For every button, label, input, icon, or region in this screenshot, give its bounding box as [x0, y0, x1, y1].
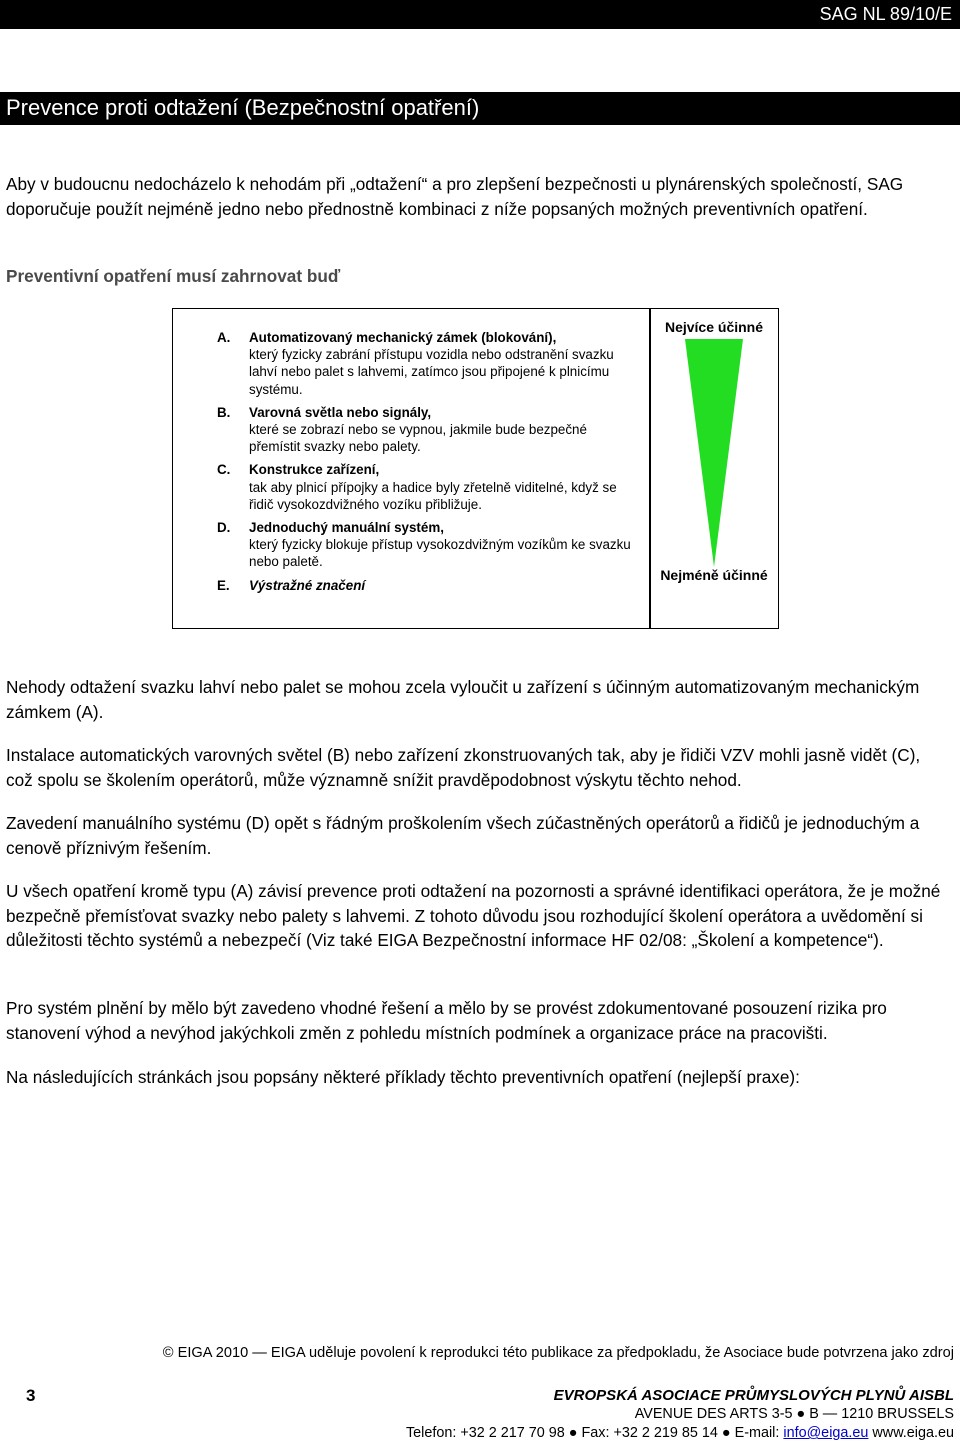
measure-title: Automatizovaný mechanický zámek (blokování),: [249, 330, 557, 345]
measure-key: B.: [217, 404, 231, 420]
measures-table: [172, 308, 779, 629]
measure-description: který fyzicky zabrání přístupu vozidla nebo odstranění svazku lahví nebo palet s lahvemi, zatímco jsou připojené k plnicímu systému.: [249, 347, 614, 397]
body-paragraph: Zavedení manuálního systému (D) opět s řádným proškolením všech zúčastněných operátorů a řidičů je jednoduchým a cenově příznivým řešením.: [6, 813, 920, 858]
body-paragraph: Nehody odtažení svazku lahví nebo palet se mohou zcela vyloučit u zařízení s účinným automatizovaným mechanickým zámkem (A).: [6, 677, 920, 722]
copyright-notice: © EIGA 2010 — EIGA uděluje povolení k reprodukci této publikace za předpokladu, že Asociace bude potvrzena jako zdroj: [162, 1345, 954, 1361]
body-paragraph: Instalace automatických varovných světel (B) nebo zařízení zkonstruovaných tak, aby je řidiči VZV mohli jasně vidět (C), což spolu se školením operátorů, může významně snížit pravděpodobnost výskytu těchto nehod.: [6, 745, 921, 790]
measure-item-b: [217, 404, 637, 456]
measure-key: C.: [217, 462, 231, 478]
body-paragraph: Na následujících stránkách jsou popsány některé příklady těchto preventivních opatření (nejlepší praxe):: [6, 1067, 800, 1087]
measures-list: [217, 329, 637, 600]
most-effective-label: Nejvíce účinné: [664, 319, 764, 335]
measure-description: tak aby plnicí přípojky a hadice byly zřetelně viditelné, když se řidič vysokozdvižného vozíku přibližuje.: [249, 479, 617, 512]
measure-item-e: [217, 577, 637, 594]
page-number: 3: [26, 1386, 36, 1405]
body-paragraph: U všech opatření kromě typu (A) závisí prevence proti odtažení na pozornosti a správné identifikaci operátora, že je možné bezpečně přemísťovat svazky nebo palety s lahvemi. Z tohoto důvodu jsou rozhodující školení operátora a uvědomění si důležitosti těchto systémů a nebezpečí (Viz také EIGA Bezpečnostní informace HF 02/08: „Školení a kompetence“).: [6, 881, 941, 950]
section-title-bar: [0, 92, 960, 125]
measure-item-c: [217, 461, 637, 513]
measure-item-a: [217, 329, 637, 398]
measure-key: E.: [217, 577, 230, 593]
effectiveness-wedge: [685, 339, 743, 567]
measure-title: Konstrukce zařízení,: [249, 462, 380, 478]
least-effective-label: Nejméně účinné: [660, 567, 768, 583]
measure-key: D.: [217, 520, 231, 536]
measure-item-d: [217, 519, 637, 571]
measure-title: Výstražné značení: [249, 577, 366, 593]
email-link[interactable]: info@eiga.eu: [783, 1425, 869, 1441]
contact-phone-fax: Telefon: +32 2 217 70 98 ● Fax: +32 2 219 85 14 ● E-mail:: [405, 1425, 780, 1441]
measure-description: které se zobrazí nebo se vypnou, jakmile bude bezpečné přemístit svazky nebo palety.: [249, 422, 587, 455]
website-link[interactable]: www.eiga.eu: [872, 1425, 954, 1441]
section-title: Prevence proti odtažení (Bezpečnostní opatření): [6, 95, 480, 120]
measure-title: Varovná světla nebo signály,: [249, 404, 432, 420]
subheading: Preventivní opatření musí zahrnovat buď: [6, 266, 341, 286]
measure-description: který fyzicky blokuje přístup vysokozdvižným vozíkům ke svazku nebo paletě.: [249, 537, 631, 570]
intro-paragraph: Aby v budoucnu nedocházelo k nehodám při „odtažení“ a pro zlepšení bezpečnosti u plynárenských společností, SAG doporučuje použít nejméně jedno nebo přednostně kombinaci z níže popsaných možných preventivních opatření.: [6, 174, 904, 219]
measure-title: Jednoduchý manuální systém,: [249, 520, 444, 536]
header-bar: [0, 0, 960, 29]
organization-name: EVROPSKÁ ASOCIACE PRŮMYSLOVÝCH PLYNŮ AISBL: [553, 1387, 954, 1404]
measure-key: A.: [217, 330, 231, 345]
organization-address: AVENUE DES ARTS 3-5 ● B — 1210 BRUSSELS: [634, 1406, 954, 1422]
document-reference: SAG NL 89/10/E: [819, 4, 952, 24]
contact-line: [406, 1425, 954, 1441]
body-paragraph: Pro systém plnění by mělo být zavedeno vhodné řešení a mělo by se provést zdokumentované posouzení rizika pro stanovení výhod a nevýhod jakýchkoli změn z pohledu místních podmínek a organizace práce na pracovišti.: [6, 998, 887, 1043]
